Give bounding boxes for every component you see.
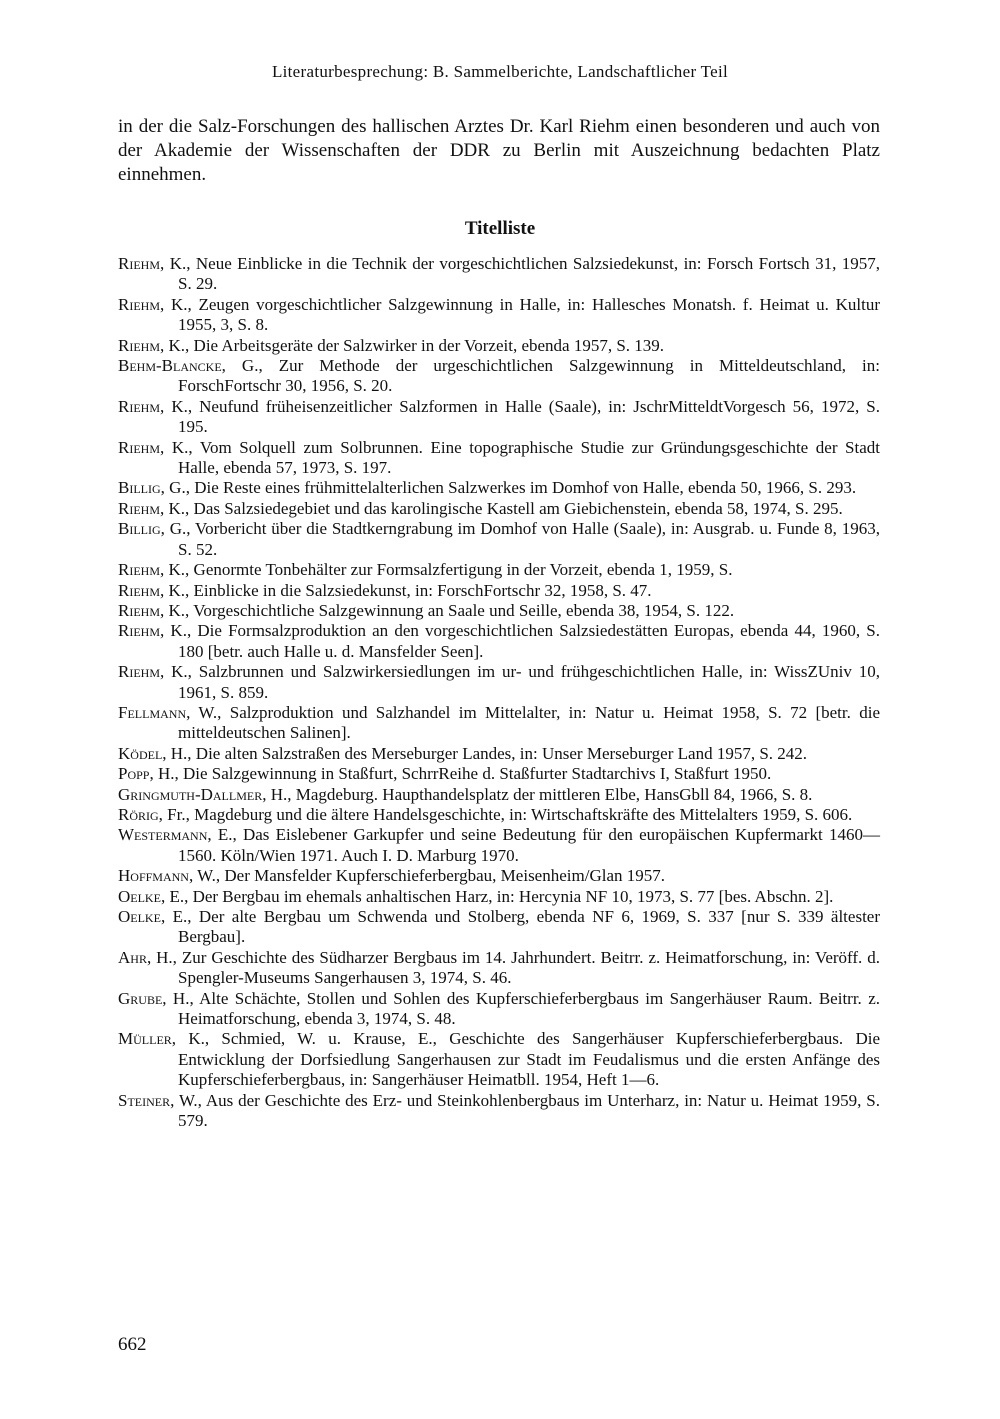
- reference-author: Steiner: [118, 1090, 171, 1110]
- section-title: Titelliste: [464, 218, 536, 239]
- reference-author: Riehm: [118, 662, 161, 682]
- reference-author: Billig: [118, 519, 161, 539]
- reference-author: Riehm: [118, 621, 161, 641]
- reference-entry: [118, 1029, 880, 1090]
- reference-text: , K., Das Salzsiedegebiet und das karolingische Kastell am Giebichenstein, ebenda 58, 1974, S. 295.: [160, 498, 843, 518]
- reference-text: , G., Vorbericht über die Stadtkerngrabung im Domhof von Halle (Saale), in: Ausgrab. u. Funde 8, 1963, S. 52.: [160, 519, 880, 559]
- reference-entry: [118, 336, 880, 356]
- reference-text: , K., Genormte Tonbehälter zur Formsalzfertigung in der Vorzeit, ebenda 1, 1959, S.: [160, 560, 733, 580]
- reference-author: Popp: [118, 764, 150, 784]
- reference-author: Ködel: [118, 743, 163, 763]
- reference-entry: [118, 438, 880, 479]
- reference-text: , H., Die Salzgewinnung in Staßfurt, SchrrReihe d. Staßfurter Stadtarchivs I, Staßfurt 1950.: [149, 764, 772, 784]
- reference-entry: [118, 397, 880, 438]
- reference-entry: [118, 662, 880, 703]
- reference-entry: [118, 703, 880, 744]
- reference-text: , K., Die Arbeitsgeräte der Salzwirker in der Vorzeit, ebenda 1957, S. 139.: [160, 335, 665, 355]
- reference-author: Riehm: [118, 600, 161, 620]
- reference-text: , W., Der Mansfelder Kupferschieferbergbau, Meisenheim/Glan 1957.: [188, 866, 665, 886]
- reference-entry: [118, 948, 880, 989]
- reference-text: , K., Einblicke in die Salzsiedekunst, in: ForschFortschr 32, 1958, S. 47.: [160, 580, 652, 600]
- reference-entry: [118, 907, 880, 948]
- reference-list: [118, 254, 880, 1131]
- reference-entry: [118, 785, 880, 805]
- running-header: Literaturbesprechung: B. Sammelberichte, Landschaftlicher Teil: [271, 62, 729, 81]
- reference-text: , W., Aus der Geschichte des Erz- und Steinkohlenbergbaus im Unterharz, in: Natur u. Heimat 1959, S. 579.: [170, 1090, 880, 1131]
- reference-entry: [118, 866, 880, 886]
- reference-author: Fellmann: [118, 702, 187, 722]
- reference-author: Riehm: [118, 294, 161, 314]
- reference-text: , K., Zeugen vorgeschichtlicher Salzgewinnung in Halle, in: Hallesches Monatsh. f. Heimat u. Kultur 1955, 3, S. 8.: [160, 294, 880, 335]
- reference-author: Grube: [118, 988, 163, 1008]
- reference-entry: [118, 519, 880, 560]
- reference-author: Hoffmann: [118, 866, 189, 886]
- reference-author: Behm-Blancke: [118, 356, 222, 376]
- reference-text: , H., Die alten Salzstraßen des Merseburger Landes, in: Unser Merseburger Land 1957, S. 242.: [162, 743, 808, 763]
- reference-text: , K., Die Formsalzproduktion an den vorgeschichtlichen Salzsiedestätten Europas, ebenda 44, 1960, S. 180 [betr. auch Halle u. d. Mansfelder Seen].: [160, 621, 880, 661]
- intro-paragraph: [118, 115, 880, 187]
- reference-text: , H., Zur Geschichte des Südharzer Bergbaus im 14. Jahrhundert. Beitrr. z. Heimatforschung, in: Veröff. d. Spengler-Museums Sangerhausen 3, 1974, S. 46.: [146, 947, 880, 988]
- reference-text: , G., Zur Methode der urgeschichtlichen Salzgewinnung in Mitteldeutschland, in: ForschFortschr 30, 1956, S. 20.: [178, 356, 880, 396]
- reference-entry: [118, 764, 880, 784]
- reference-text: , H., Alte Schächte, Stollen und Sohlen des Kupferschieferbergbaus im Sangerhäuser Raum. Beitrr. z. Heimatforschung, ebenda 3, 1974, S. 48.: [162, 988, 880, 1029]
- reference-author: Rörig: [118, 804, 159, 824]
- reference-author: Riehm: [118, 437, 161, 457]
- reference-author: Riehm: [118, 335, 161, 355]
- reference-text: , H., Magdeburg. Haupthandelsplatz der mittleren Elbe, HansGbll 84, 1966, S. 8.: [262, 784, 813, 804]
- reference-text: , E., Der Bergbau im ehemals anhaltischen Harz, in: Hercynia NF 10, 1973, S. 77 [bes. Abschn. 2].: [160, 886, 834, 906]
- reference-entry: [118, 887, 880, 907]
- reference-entry: [118, 601, 880, 621]
- reference-text: , K., Neue Einblicke in die Technik der vorgeschichtlichen Salzsiedekunst, in: Forsch Fortsch 31, 1957, S. 29.: [160, 254, 880, 294]
- reference-author: Oelke: [118, 886, 161, 906]
- reference-entry: [118, 744, 880, 764]
- page-number: 662: [118, 1334, 147, 1355]
- reference-entry: [118, 1091, 880, 1132]
- reference-author: Westermann: [118, 825, 208, 845]
- reference-text: , K., Salzbrunnen und Salzwirkersiedlungen im ur- und frühgeschichtlichen Halle, in: WissZUniv 10, 1961, S. 859.: [160, 662, 880, 702]
- reference-text: , Fr., Magdeburg und die ältere Handelsgeschichte, in: Wirtschaftskräfte des Mittelalters 1959, S. 606.: [158, 804, 853, 824]
- reference-entry: [118, 499, 880, 519]
- reference-entry: [118, 254, 880, 295]
- reference-text: , K., Schmied, W. u. Krause, E., Geschichte des Sangerhäuser Kupferschieferbergbaus. Die Entwicklung der Dorfsiedlung Sangerhausen zur Stadt im Feudalismus und die ersten Anfänge des Kupferschieferbergbaus, in: Sangerhäuser Heimatbll. 1954, Heft 1—6.: [171, 1029, 880, 1090]
- reference-author: Riehm: [118, 580, 161, 600]
- reference-entry: [118, 356, 880, 397]
- reference-text: , E., Der alte Bergbau um Schwenda und Stolberg, ebenda NF 6, 1969, S. 337 [nur S. 339 ältester Bergbau].: [160, 907, 880, 947]
- reference-author: Billig: [118, 478, 161, 498]
- reference-entry: [118, 581, 880, 601]
- reference-text: , G., Die Reste eines frühmittelalterlichen Salzwerkes im Domhof von Halle, ebenda 50, 1966, S. 293.: [160, 478, 857, 498]
- reference-author: Ahr: [118, 947, 147, 967]
- reference-entry: [118, 560, 880, 580]
- reference-text: , K., Vorgeschichtliche Salzgewinnung an Saale und Seille, ebenda 38, 1954, S. 122.: [160, 600, 735, 620]
- reference-author: Riehm: [118, 254, 161, 273]
- reference-text: , K., Vom Solquell zum Solbrunnen. Eine topographische Studie zur Gründungsgeschichte der Stadt Halle, ebenda 57, 1973, S. 197.: [160, 437, 880, 478]
- intro-text: in der die Salz-Forschungen des hallischen Arztes Dr. Karl Riehm einen besonderen und auch von der Akademie der Wissenschaften der DDR zu Berlin mit Auszeichnung bedachten Platz einnehmen.: [118, 116, 880, 185]
- reference-author: Oelke: [118, 907, 161, 926]
- reference-author: Müller: [118, 1029, 172, 1049]
- reference-entry: [118, 621, 880, 662]
- reference-author: Riehm: [118, 396, 161, 416]
- reference-author: Gringmuth-Dallmer: [118, 784, 263, 804]
- reference-entry: [118, 478, 880, 498]
- reference-text: , E., Das Eislebener Garkupfer und seine Bedeutung für den europäischen Kupfermarkt 1460—1560. Köln/Wien 1971. Auch I. D. Marburg 1970.: [178, 825, 880, 865]
- reference-entry: [118, 825, 880, 866]
- reference-entry: [118, 989, 880, 1030]
- reference-text: , W., Salzproduktion und Salzhandel im Mittelalter, in: Natur u. Heimat 1958, S. 72 [betr. die mitteldeutschen Salinen].: [178, 702, 880, 743]
- reference-entry: [118, 805, 880, 825]
- reference-author: Riehm: [118, 560, 161, 580]
- reference-entry: [118, 295, 880, 336]
- reference-author: Riehm: [118, 498, 161, 518]
- reference-text: , K., Neufund früheisenzeitlicher Salzformen in Halle (Saale), in: JschrMitteldtVorgesch 56, 1972, S. 195.: [160, 396, 880, 437]
